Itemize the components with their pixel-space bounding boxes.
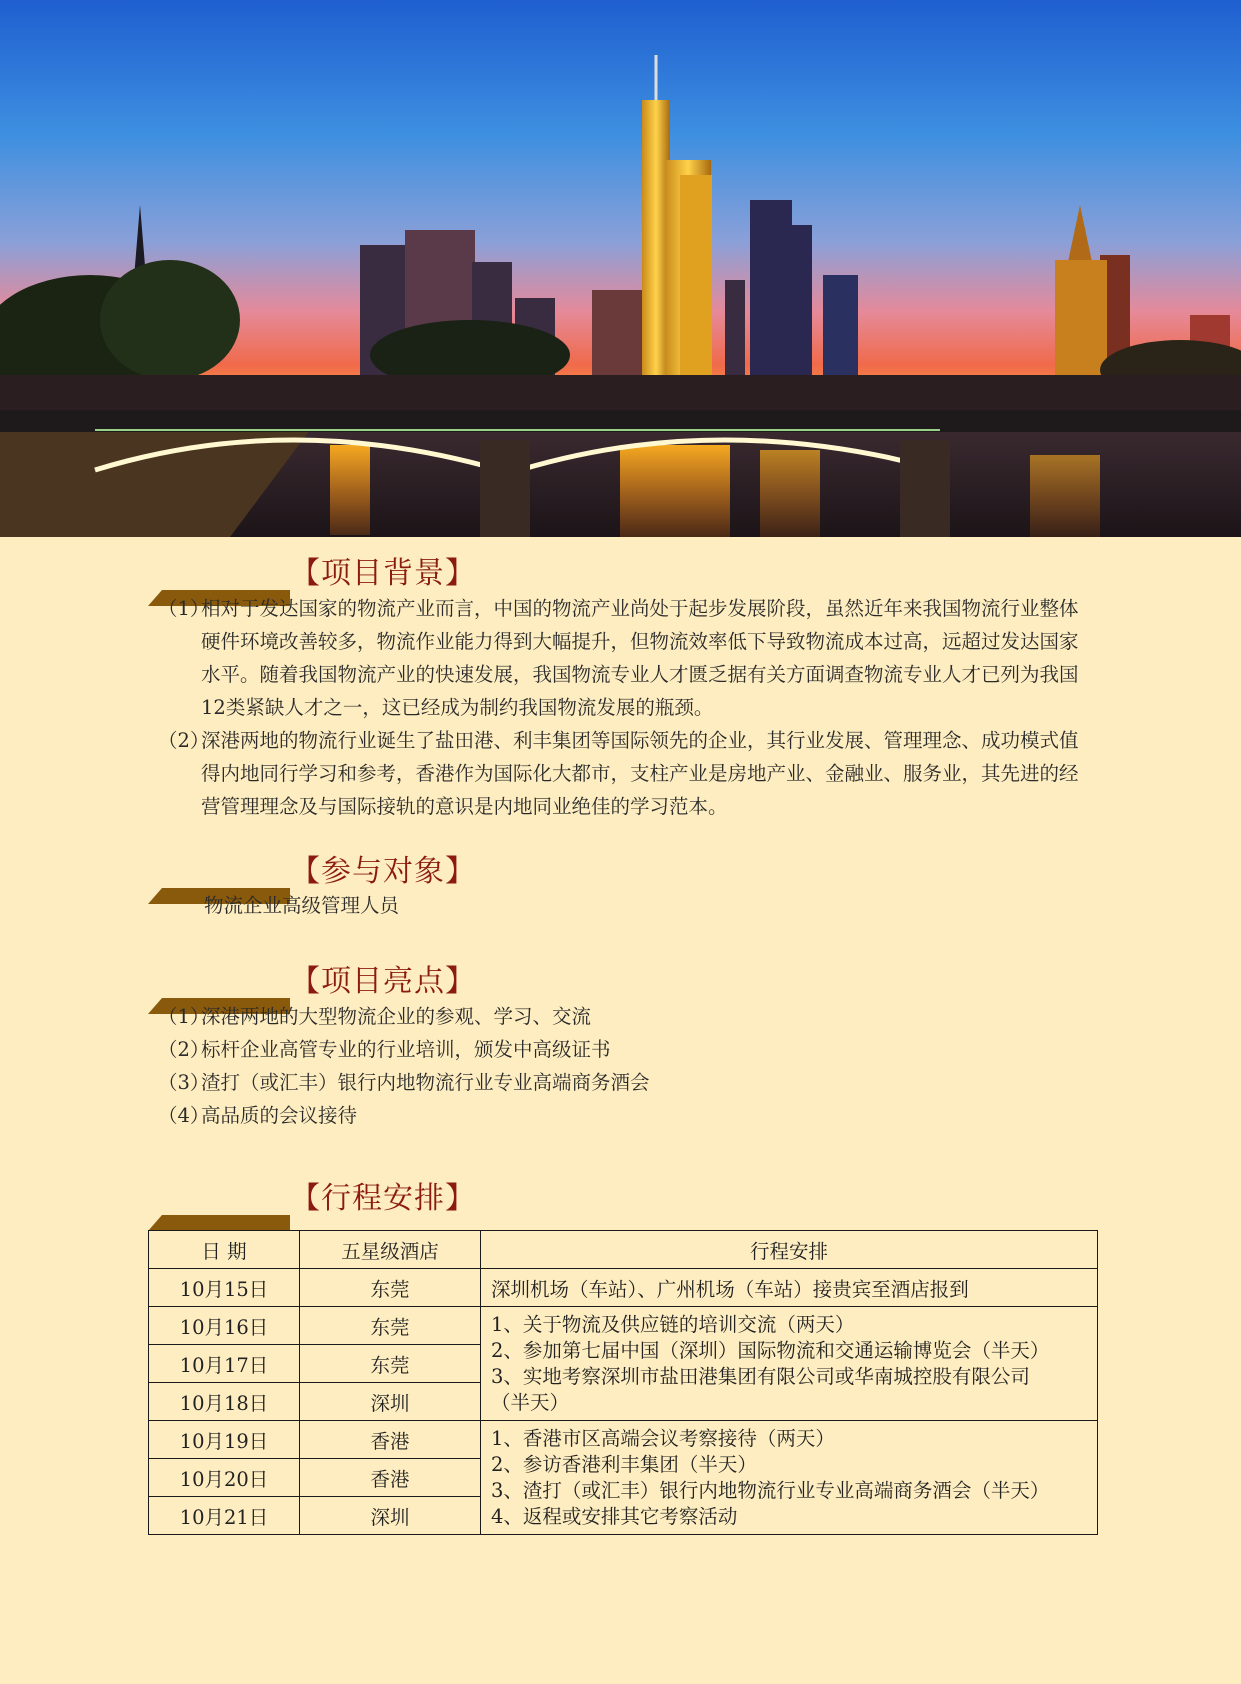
plan-line: （半天） [491, 1390, 570, 1414]
item-number: （3） [158, 1071, 210, 1094]
section-title: 【项目背景】 [290, 556, 476, 591]
item-text: 深港两地的大型物流企业的参观、学习、交流 [201, 1005, 592, 1028]
plan-cell-group1 [481, 1307, 1098, 1421]
date-cell: 10月18日 [149, 1383, 300, 1421]
list-item [158, 592, 1088, 724]
plan-line: 4、返程或安排其它考察活动 [491, 1504, 738, 1528]
item-number: （2） [158, 729, 210, 752]
list-item [158, 724, 1088, 823]
hotel-cell: 东莞 [300, 1269, 481, 1307]
header-hotel: 五星级酒店 [300, 1231, 481, 1269]
list-item [158, 1066, 1088, 1099]
item-number: （4） [158, 1104, 210, 1127]
section-title: 【项目亮点】 [290, 964, 476, 999]
item-number: （2） [158, 1038, 210, 1061]
table-row [149, 1269, 1098, 1307]
date-cell: 10月15日 [149, 1269, 300, 1307]
hotel-cell: 东莞 [300, 1307, 481, 1345]
plan-line: 1、香港市区高端会议考察接待（两天） [491, 1426, 835, 1450]
background-list [158, 592, 1088, 823]
list-item [158, 1099, 1088, 1132]
date-cell: 10月21日 [149, 1497, 300, 1535]
hotel-cell: 深圳 [300, 1497, 481, 1535]
date-cell: 10月16日 [149, 1307, 300, 1345]
table-header-row [149, 1231, 1098, 1269]
section-title: 【参与对象】 [290, 854, 476, 889]
date-cell: 10月19日 [149, 1421, 300, 1459]
plan-line: 3、渣打（或汇丰）银行内地物流行业专业高端商务酒会（半天） [491, 1478, 1050, 1502]
date-cell: 10月17日 [149, 1345, 300, 1383]
item-number: （1） [158, 1005, 210, 1028]
table-row [149, 1307, 1098, 1345]
date-cell: 10月20日 [149, 1459, 300, 1497]
header-plan: 行程安排 [481, 1231, 1098, 1269]
item-text: 渣打（或汇丰）银行内地物流行业专业高端商务酒会 [201, 1071, 650, 1094]
hotel-cell: 香港 [300, 1421, 481, 1459]
highlights-list [158, 1000, 1088, 1132]
plan-line: 2、参加第七届中国（深圳）国际物流和交通运输博览会（半天） [491, 1338, 1050, 1362]
hotel-cell: 深圳 [300, 1383, 481, 1421]
item-text: 相对于发达国家的物流产业而言，中国的物流产业尚处于起步发展阶段，虽然近年来我国物流行业整体硬件环境改善较多，物流作业能力得到大幅提升，但物流效率低下导致物流成本过高，远超过发达国家水平。随着我国物流产业的快速发展，我国物流专业人才匮乏据有关方面调查物流专业人才已列为我国12类紧缺人才之一，这已经成为制约我国物流发展的瓶颈。 [201, 597, 1079, 719]
plan-line: 2、参访香港利丰集团（半天） [491, 1452, 757, 1476]
plan-cell-group2 [481, 1421, 1098, 1535]
list-item [158, 1000, 1088, 1033]
schedule-table [148, 1230, 1098, 1535]
audience-text: 物流企业高级管理人员 [204, 894, 400, 917]
plan-line: 1、关于物流及供应链的培训交流（两天） [491, 1312, 855, 1336]
hotel-cell: 香港 [300, 1459, 481, 1497]
table-row [149, 1421, 1098, 1459]
item-number: （1） [158, 597, 210, 620]
city-skyline-photo [0, 0, 1241, 537]
hotel-cell: 东莞 [300, 1345, 481, 1383]
item-text: 高品质的会议接待 [201, 1104, 358, 1127]
item-text: 深港两地的物流行业诞生了盐田港、利丰集团等国际领先的企业，其行业发展、管理理念、成功模式值得内地同行学习和参考，香港作为国际化大都市，支柱产业是房地产业、金融业、服务业，其先进的经营管理理念及与国际接轨的意识是内地同业绝佳的学习范本。 [201, 729, 1079, 818]
list-item [158, 1033, 1088, 1066]
section-title: 【行程安排】 [290, 1181, 476, 1216]
plan-line: 3、实地考察深圳市盐田港集团有限公司或华南城控股有限公司 [491, 1364, 1030, 1388]
heading-accent-bar [148, 1215, 290, 1231]
item-text: 标杆企业高管专业的行业培训，颁发中高级证书 [201, 1038, 611, 1061]
header-date: 日 期 [149, 1231, 300, 1269]
plan-cell: 深圳机场（车站）、广州机场（车站）接贵宾至酒店报到 [481, 1269, 1098, 1307]
